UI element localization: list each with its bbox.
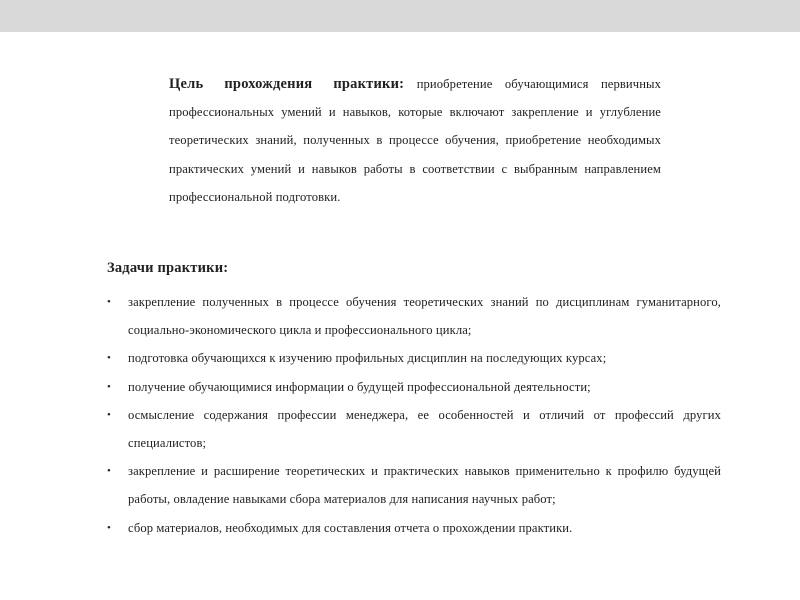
task-item-4	[107, 401, 721, 457]
document-page	[0, 32, 800, 600]
task-item-2	[107, 344, 721, 372]
task-text: подготовка обучающихся к изучению профильных дисциплин на последующих курсах;	[128, 351, 607, 366]
goal-paragraph	[169, 70, 661, 211]
bullet-icon: •	[107, 296, 111, 308]
task-item-6	[107, 514, 721, 542]
bullet-icon: •	[107, 352, 111, 365]
task-text: закрепление и расширение теоретических и практических навыков применительно к профилю будущей работы, овладение навыками сбора материалов для написания научных работ;	[128, 464, 721, 507]
task-text: сбор материалов, необходимых для составления отчета о прохождении практики.	[128, 520, 573, 535]
goal-text: приобретение обучающимися первичных профессиональных умений и навыков, которые включают закрепление и углубление теоретических знаний, полученных в процессе обучения, приобретение необходимых практических умений и навыков работы в соответствии с выбранным направлением профессиональной подготовки.	[169, 77, 661, 204]
tasks-heading: Задачи практики:	[107, 260, 229, 276]
top-bar	[0, 0, 800, 32]
task-text: осмысление содержания профессии менеджера, ее особенностей и отличий от профессий других специалистов;	[128, 407, 721, 451]
bullet-icon: •	[107, 465, 111, 478]
bullet-icon: •	[107, 521, 111, 534]
task-item-3	[107, 373, 721, 401]
goal-heading: Цель прохождения практики:	[169, 76, 405, 92]
bullet-icon: •	[107, 408, 111, 421]
task-text: получение обучающимися информации о будущей профессиональной деятельности;	[128, 379, 591, 394]
task-text: закрепление полученных в процессе обучения теоретических знаний по дисциплинам гуманитарного, социально-экономического цикла и профессионального цикла;	[128, 295, 721, 338]
tasks-list	[107, 288, 721, 542]
task-item-5	[107, 457, 721, 513]
bullet-icon: •	[107, 380, 111, 393]
task-item-1	[107, 288, 721, 344]
